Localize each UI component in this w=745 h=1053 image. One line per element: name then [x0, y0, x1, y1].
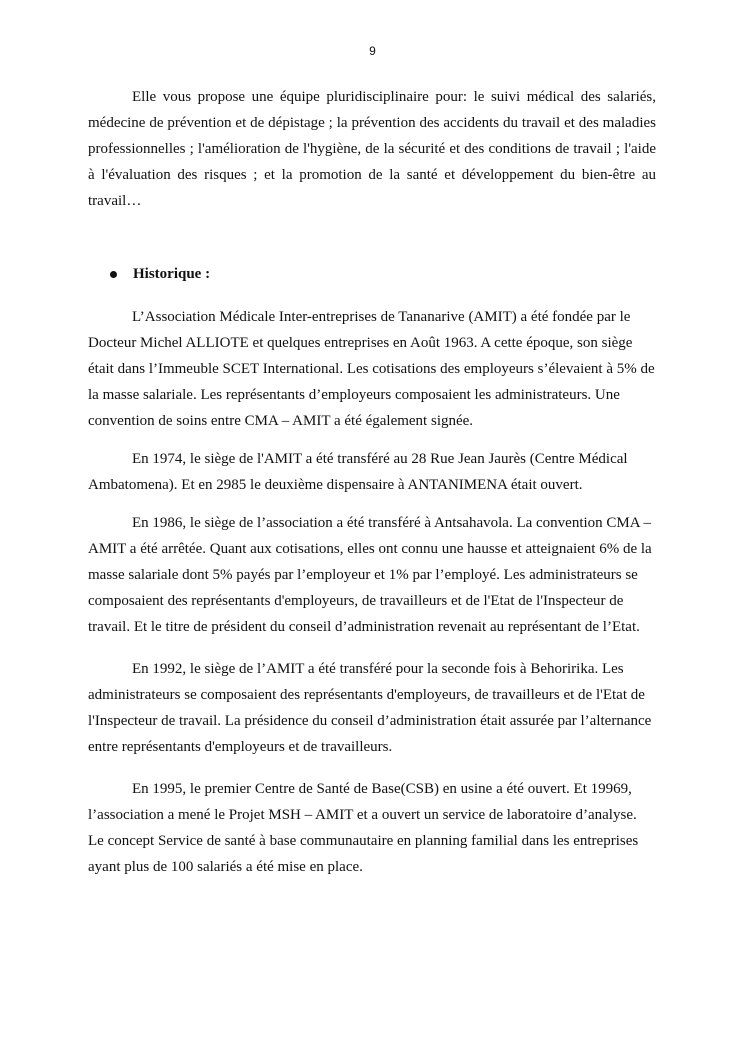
history-paragraph-1992: En 1992, le siège de l’AMIT a été transféré pour la seconde fois à Behoririka. Les administrateurs se composaient des représentants d'employeurs, de travailleurs et de l'Etat de l'Inspecteur de travail. La présidence du conseil d’administration était assurée par l’alternance entre représentants d'employeurs et de travailleurs.	[88, 661, 652, 755]
history-paragraph-1963: L’Association Médicale Inter-entreprises de Tananarive (AMIT) a été fondée par le Docteur Michel ALLIOTE et quelques entreprises en Août 1963. A cette époque, son siège était dans l’Immeuble SCET International. Les cotisations des employeurs s’élevaient à 5% de la masse salariale. Les représentants d’employeurs composaient les administrateurs. Une convention de soins entre CMA – AMIT a été également signée.	[88, 309, 655, 429]
intro-paragraph: Elle vous propose une équipe pluridisciplinaire pour: le suivi médical des salariés, médecine de prévention et de dépistage ; la prévention des accidents du travail et des maladies professionnelles ; l'amélioration de l'hygiène, de la sécurité et des conditions de travail ; l'aide à l'évaluation des risques ; et la promotion de la santé et développement du bien-être au travail…	[88, 89, 656, 209]
history-paragraph-1974: En 1974, le siège de l'AMIT a été transféré au 28 Rue Jean Jaurès (Centre Médical Ambatomena). Et en 2985 le deuxième dispensaire à ANTANIMENA était ouvert.	[88, 451, 628, 493]
history-paragraph-1986: En 1986, le siège de l’association a été transféré à Antsahavola. La convention CMA – AMIT a été arrêtée. Quant aux cotisations, elles ont connu une hausse et atteignaient 6% de la masse salariale dont 5% payés par l’employeur et 1% par l’employé. Les administrateurs se composaient des représentants d'employeurs, de travailleurs et de l'Etat de l'Inspecteur de travail. Et le titre de président du conseil d’administration revenait au représentant de l’Etat.	[88, 515, 652, 635]
history-paragraph-1995: En 1995, le premier Centre de Santé de Base(CSB) en usine a été ouvert. Et 19969, l’association a mené le Projet MSH – AMIT et a ouvert un service de laboratoire d’analyse. Le concept Service de santé à base communautaire en planning familial dans les entreprises ayant plus de 100 salariés a été mise en place.	[88, 781, 639, 875]
section-heading-label: Historique :	[133, 266, 211, 282]
section-heading	[110, 266, 210, 283]
page-number: 9	[369, 44, 376, 58]
bullet-icon	[110, 271, 117, 278]
